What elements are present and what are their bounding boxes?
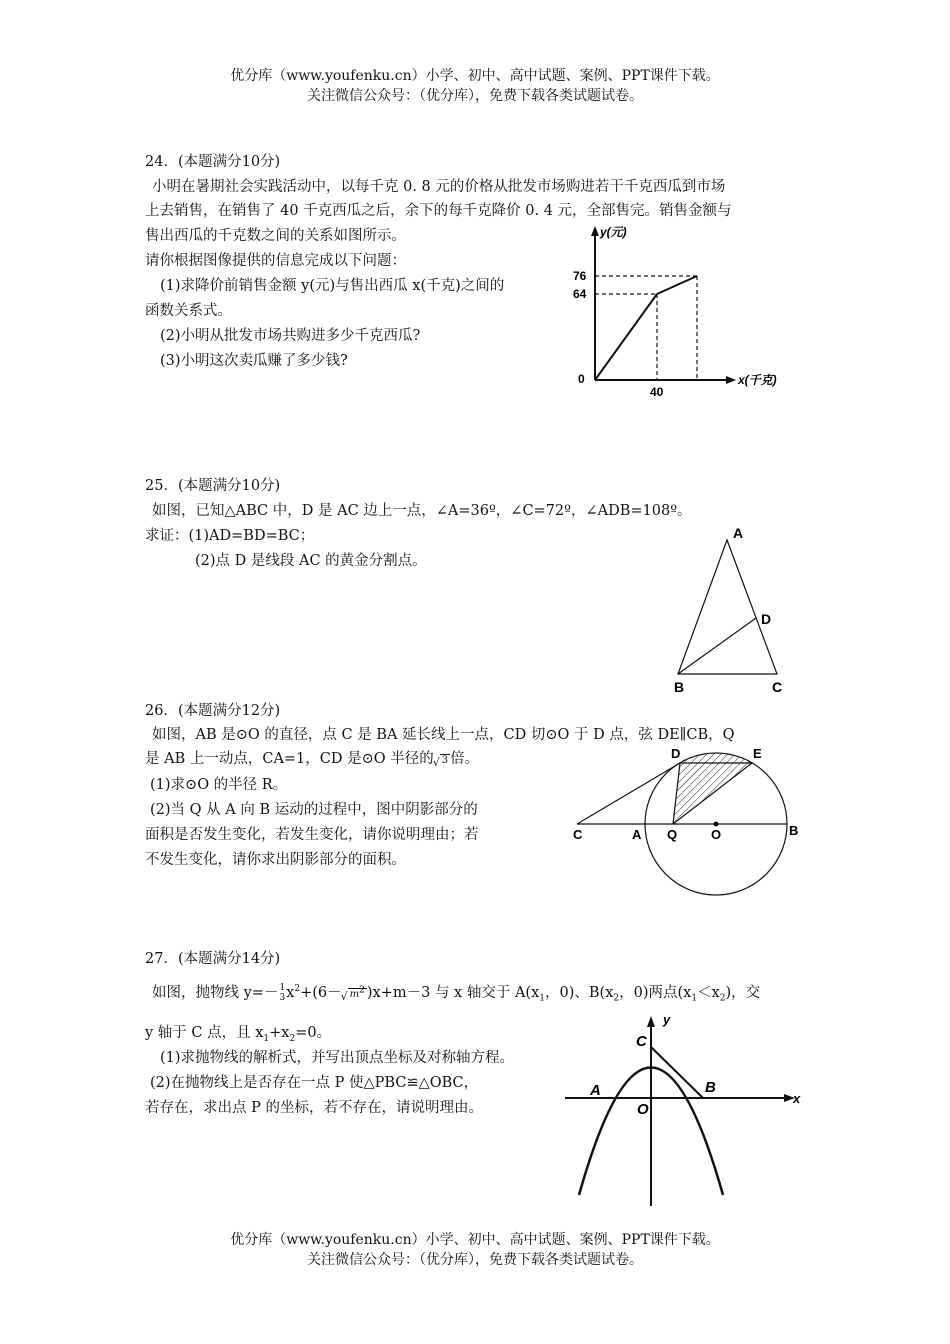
- label-e: E: [753, 746, 762, 761]
- q24-line-2: 上去销售，在销售了 40 千克西瓜之后，余下的每千克降价 0. 4 元，全部售完。销售金额与: [145, 203, 732, 219]
- q24-line-7: (2)小明从批发市场共购进多少千克西瓜?: [160, 328, 421, 344]
- frac-den: 3: [279, 992, 286, 1003]
- label-d: D: [761, 611, 772, 627]
- label-b: B: [789, 823, 799, 838]
- q26-line-6: 不发生变化，请你求出阴影部分的面积。: [145, 852, 406, 868]
- sqrt-m2: [348, 985, 367, 1000]
- q25-triangle: [660, 520, 800, 700]
- q26-sqrt3: √ 3: [440, 754, 450, 766]
- q27-parabola-figure: [555, 1010, 815, 1210]
- q27-l1-b: x: [286, 984, 295, 1001]
- q25-line-3: (2)点 D 是线段 AC 的黄金分割点。: [195, 553, 427, 569]
- y-arrow-icon: [591, 226, 599, 236]
- q26-line-1: 如图，AB 是⊙O 的直径，点 C 是 BA 延长线上一点，CD 切⊙O 于 D 点，弦 DE∥CB，Q: [152, 727, 735, 743]
- label-b: B: [705, 1079, 716, 1096]
- label-a: A: [590, 1082, 601, 1099]
- q27-l1-h: )，交: [725, 984, 761, 1001]
- x-tick-40: 40: [650, 385, 664, 399]
- q26-title: 26．(本题满分12分): [145, 703, 281, 719]
- y-axis-label: y(元): [600, 225, 627, 239]
- q27-l1-g: ＜x: [697, 984, 720, 1001]
- q27-l2-sub2: 2: [289, 1033, 296, 1044]
- q24-graph: [560, 220, 800, 400]
- q27-line-2: [145, 1022, 331, 1050]
- q25-title: 25．(本题满分10分): [145, 478, 281, 494]
- q27-sub4: 2: [719, 993, 726, 1004]
- label-c: C: [573, 827, 583, 842]
- label-a: A: [733, 525, 744, 541]
- q27-l1-sup: 2: [294, 984, 301, 994]
- label-d: D: [671, 746, 681, 761]
- fraction-one-third: [279, 983, 285, 1003]
- q27-line-4: (2)在抛物线上是否存在一点 P 使△PBC≌△OBC，: [150, 1075, 479, 1091]
- center-o-dot: [714, 822, 719, 827]
- header-line-1: 优分库（www.youfenku.cn）小学、初中、高中试题、案例、PPT课件下载。: [230, 68, 720, 84]
- q26-line-2-post: 倍。: [450, 751, 480, 767]
- q24-line-1: 小明在暑期社会实践活动中，以每千克 0. 8 元的价格从批发市场购进若干千克西瓜到市场: [152, 179, 726, 195]
- y-tick-76: 76: [573, 269, 587, 283]
- footer-line-2: 关注微信公众号：（优分库），免费下载各类试题试卷。: [307, 1252, 643, 1268]
- label-b: B: [674, 679, 685, 695]
- label-y: y: [663, 1012, 671, 1027]
- sqrt-m: m: [349, 988, 360, 1000]
- x-axis-label: x(千克): [738, 373, 777, 387]
- segment-bd: [678, 618, 756, 674]
- label-c: C: [636, 1033, 647, 1050]
- q26-line-3: (1)求⊙O 的半径 R。: [150, 777, 288, 793]
- q24-line-4: 请你根据图像提供的信息完成以下问题：: [145, 253, 406, 269]
- q27-l2-sub1: 1: [263, 1033, 270, 1044]
- q27-line-5: 若存在，求出点 P 的坐标，若不存在，请说明理由。: [145, 1100, 483, 1116]
- y-arrow-icon: [647, 1016, 655, 1027]
- q25-line-2: 求证：(1)AD=BD=BC；: [145, 528, 315, 544]
- q26-line-2: [145, 748, 479, 772]
- q27-sub2: 2: [613, 993, 620, 1004]
- y-tick-64: 64: [573, 287, 587, 301]
- q24-line-5: (1)求降价前销售金额 y(元)与售出西瓜 x(千克)之间的: [160, 278, 505, 294]
- x-arrow-icon: [726, 376, 736, 384]
- q27-line-3: (1)求抛物线的解析式，并写出顶点坐标及对称轴方程。: [160, 1050, 515, 1066]
- header-line-2: 关注微信公众号：（优分库），免费下载各类试题试卷。: [307, 88, 643, 104]
- tangent-cd: [577, 763, 680, 824]
- sqrt-m-sup: 2: [359, 985, 365, 996]
- label-c: C: [772, 679, 783, 695]
- q27-l2-b: +x: [269, 1025, 290, 1041]
- segment-cb: [651, 1047, 703, 1098]
- q27-l1-f: ，0)两点(x: [619, 984, 692, 1001]
- q24-title: 24．(本题满分10分): [145, 154, 281, 170]
- q27-l1-d: )x+m－3 与 x 轴交于 A(x: [366, 984, 540, 1001]
- q27-title: 27．(本题满分14分): [145, 951, 281, 967]
- q24-line-8: (3)小明这次卖瓜赚了多少钱?: [160, 353, 348, 369]
- q24-line-6: 函数关系式。: [145, 303, 232, 319]
- frac-num: 1: [279, 982, 286, 993]
- label-o: O: [711, 827, 722, 842]
- shaded-region: [673, 753, 752, 824]
- segment-2: [657, 276, 697, 294]
- origin-label: 0: [578, 372, 585, 386]
- q27-l1-e: ，0)、B(x: [545, 984, 614, 1001]
- q27-l2-a: y 轴于 C 点，且 x: [145, 1025, 264, 1041]
- label-o: O: [637, 1101, 649, 1118]
- label-a: A: [632, 827, 642, 842]
- q27-l1-c: +(6－: [300, 984, 342, 1001]
- label-x: x: [793, 1091, 801, 1106]
- q26-circle-figure: [565, 740, 815, 900]
- q27-l2-c: =0。: [295, 1025, 332, 1041]
- footer-line-1: 优分库（www.youfenku.cn）小学、初中、高中试题、案例、PPT课件下载。: [230, 1232, 720, 1248]
- q27-line-1: [152, 978, 760, 1010]
- q27-sub1: 1: [539, 993, 545, 1004]
- q27-sub3: 1: [691, 993, 698, 1004]
- q27-l1-a: 如图，抛物线 y=－: [152, 984, 279, 1001]
- q26-line-4: (2)当 Q 从 A 向 B 运动的过程中，图中阴影部分的: [150, 802, 478, 818]
- triangle-abc: [678, 540, 777, 674]
- q26-line-5: 面积是否发生变化，若发生变化，请你说明理由；若: [145, 827, 479, 843]
- label-q: Q: [667, 827, 678, 842]
- q26-line-2-pre: 是 AB 上一动点，CA=1，CD 是⊙O 半径的: [145, 751, 434, 767]
- segment-1: [595, 294, 657, 380]
- q25-line-1: 如图，已知△ABC 中，D 是 AC 边上一点，∠A=36º，∠C=72º，∠ADB=108º。: [152, 503, 692, 519]
- q24-line-3: 售出西瓜的千克数之间的关系如图所示。: [145, 228, 406, 244]
